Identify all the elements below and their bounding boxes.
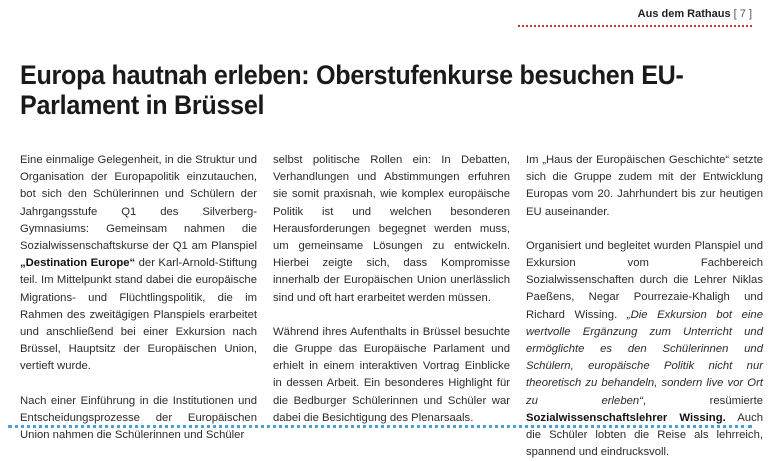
paragraph: Im „Haus der Europäischen Geschichte“ setzte sich die Gruppe zudem mit der Entwicklung Europas vom 20. Jahrhundert bis zur heutigen EU auseinander. [526,154,763,218]
article-body [20,152,763,461]
footer-divider [8,425,752,428]
running-header [638,8,752,20]
paragraph: Nach einer Einführung in die Institutionen und Entscheidungsprozesse der Europäischen Union nahmen die Schülerinnen und Schüler [20,394,257,442]
paragraph: Während ihres Aufenthalts in Brüssel besuchte die Gruppe das Europäische Parlament und erhielt in einem interaktiven Vortrag Einblicke in dessen Arbeit. Ein besonderes Highlight für die Bedburger Schülerinnen und Schüler war dabei die Besichtigung des Plenarsaals. [273,325,510,424]
program-name: „Destination Europe“ [20,257,136,270]
text-span: Auch die Schüler lobten die Reise als lehrreich, spannend und eindrucksvoll. [526,411,763,459]
article-headline: Europa hautnah erleben: Oberstufenkurse besuchen EU-Parlament in Brüssel [20,60,684,120]
text-span: der Karl-Arnold-Stiftung teil. Im Mittelpunkt stand dabei die europäische Migrations- und Flüchtlingspolitik, die im Rahmen des zweitägigen Planspiels erarbeitet und anschließend bei einer Exkursion nach Brüssel, Hauptsitz der Europäischen Union, vertieft wurde. [20,257,257,373]
paragraph: selbst politische Rollen ein: In Debatten, Verhandlungen und Abstimmungen erfuhren sie somit praxisnah, wie komplex europäische Politik ist und welchen besonderen Herausforderungen begegnet werden muss, um gemeinsame Lösungen zu entwickeln. Hierbei zeigte sich, dass Kompromisse innerhalb der Europäischen Union unerlässlich sind und oft hart erarbeitet werden müssen. [273,154,510,304]
page-number: [ 7 ] [733,8,752,20]
paragraph [20,152,257,376]
teacher-quote: „Die Exkursion bot eine wertvolle Ergänzung zum Unterricht und ermöglichte es den Schülerinnen und Schülern, europäische Politik nicht nur theoretisch zu behandeln, sondern live vor Ort zu erleben“ [526,308,763,407]
column-2 [273,152,510,461]
column-3 [526,152,763,461]
header-divider [518,25,752,27]
text-span: Organisiert und begleitet wurden Planspiel und Exkursion vom Fachbereich Sozialwissenschaften durch die Lehrer Niklas Paeßens, Negar Pourrezaie-Khaligh und Richard Wissing. [526,239,763,321]
column-1 [20,152,257,461]
text-span: , resümierte [642,394,763,407]
teacher-name: Sozialwissenschaftslehrer Wissing. [526,411,726,424]
section-title: Aus dem Rathaus [637,8,731,20]
text-span: Eine einmalige Gelegenheit, in die Struktur und Organisation der Europapolitik einzutauchen, bot sich den Schülerinnen und Schülern der Jahrgangsstufe Q1 des Silverberg-Gymnasiums: Gemeinsam nahmen die Sozialwissenschaftskurse der Q1 am Planspiel [20,154,257,253]
